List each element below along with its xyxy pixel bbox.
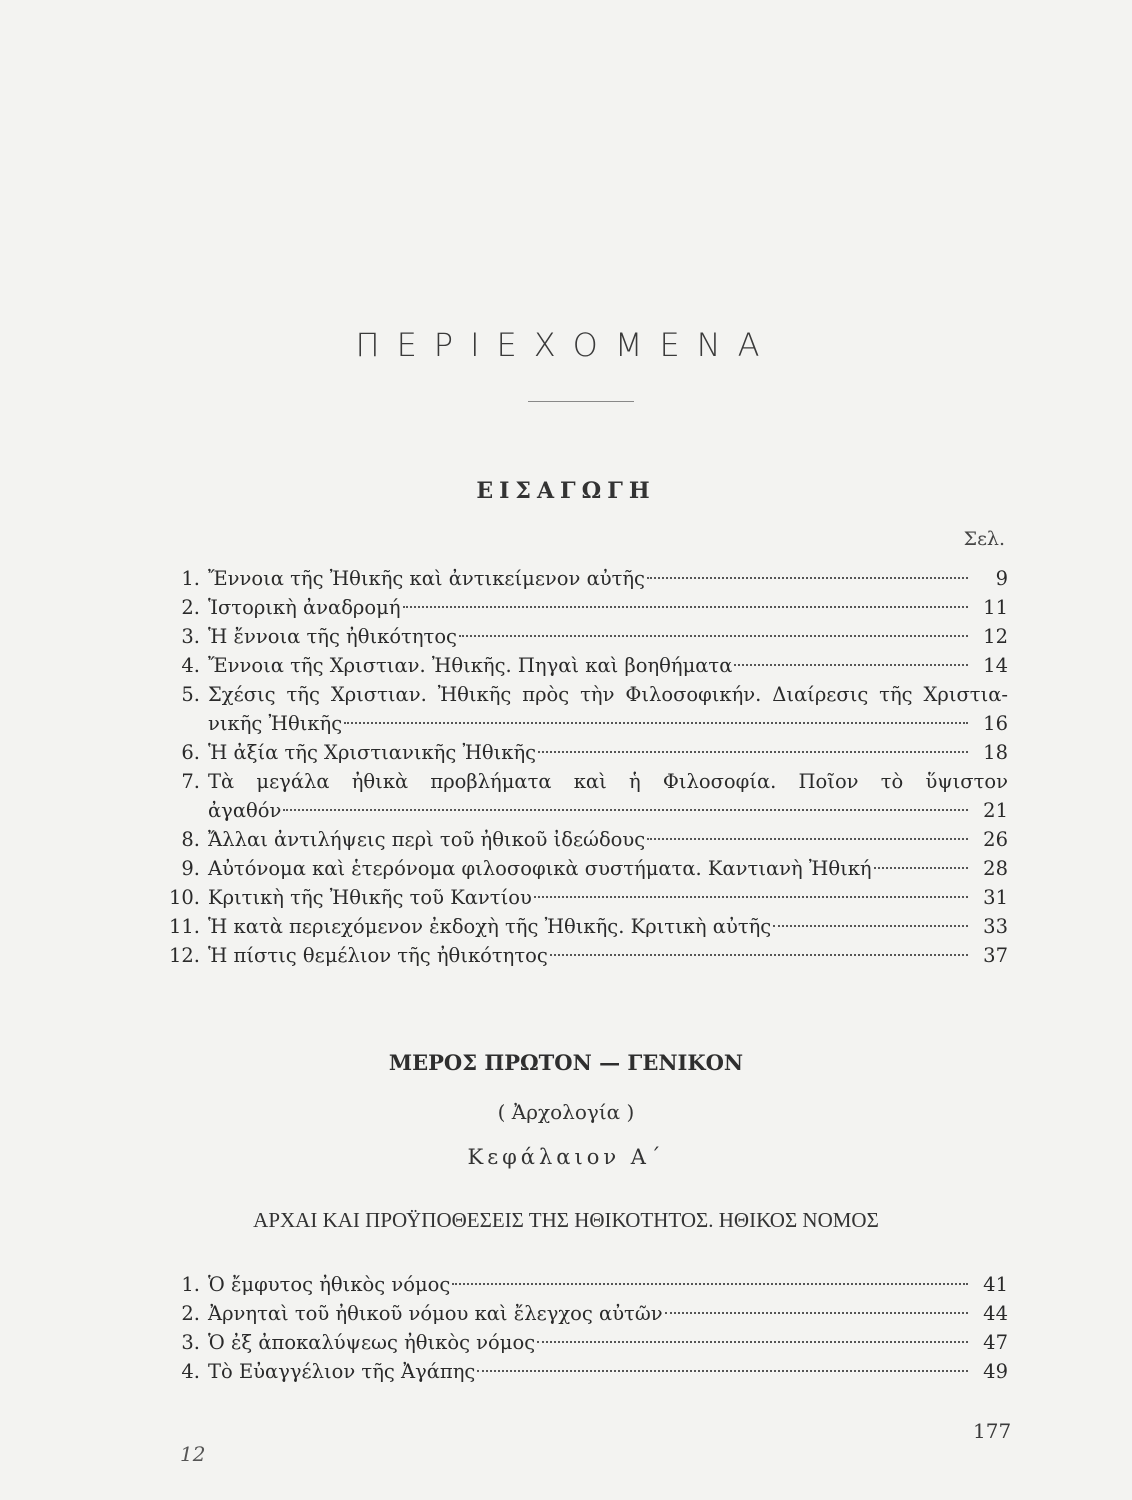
entry-page: 41	[983, 1273, 1008, 1296]
page-title: ΠΕΡΙΕΧΟΜΕΝΑ	[355, 326, 777, 364]
entry-title: Ὁ ἔμφυτος ἠθικὸς νόμος	[208, 1273, 451, 1296]
entry-title: Αὐτόνομα καὶ ἑτερόνομα φιλοσοφικὰ συστήματα. Καντιανὴ Ἠθική	[208, 857, 872, 880]
entry-page: 18	[983, 741, 1008, 764]
entry-number: 3.	[181, 1331, 200, 1354]
entry-number: 4.	[181, 1360, 200, 1383]
chapter-toc-list	[168, 1270, 1008, 1386]
title-rule	[528, 401, 634, 402]
entry-number: 1.	[181, 567, 200, 590]
leader-dots	[647, 820, 968, 840]
entry-page: 49	[983, 1360, 1008, 1383]
page-column-label: Σελ.	[963, 528, 1005, 550]
entry-title: Τὸ Εὐαγγέλιον τῆς Ἀγάπης	[208, 1360, 476, 1383]
toc-entry	[168, 941, 1008, 970]
entry-number: 2.	[181, 1302, 200, 1325]
leader-dots	[459, 617, 968, 637]
toc-entry	[168, 651, 1008, 680]
entry-page: 47	[983, 1331, 1008, 1354]
chapter-title: ΑΡΧΑΙ ΚΑΙ ΠΡΟΫΠΟΘΕΣΕΙΣ ΤΗΣ ΗΘΙΚΟΤΗΤΟΣ. ΗΘΙΚΟΣ ΝΟΜΟΣ	[253, 1208, 879, 1232]
entry-title: Κριτικὴ τῆς Ἠθικῆς τοῦ Καντίου	[208, 886, 532, 909]
entry-number: 11.	[168, 915, 200, 938]
leader-dots	[403, 588, 969, 608]
toc-entry-line	[168, 941, 1008, 970]
folio-number: 12	[180, 1442, 206, 1466]
entry-title-continued: ἀγαθόν	[208, 799, 282, 822]
entry-page: 11	[983, 596, 1008, 619]
leader-dots	[665, 1294, 968, 1314]
entry-title: Τὰ μεγάλα ἠθικὰ προβλήματα καὶ ἡ Φιλοσοφία. Ποῖον τὸ ὕψιστον	[208, 770, 1008, 793]
chapter-label: Κεφάλαιον Α΄	[467, 1145, 665, 1169]
entry-page: 12	[983, 625, 1008, 648]
toc-entry	[168, 680, 1008, 738]
entry-title: Ἱστορικὴ ἀναδρομή	[208, 596, 401, 619]
leader-dots	[550, 936, 968, 956]
entry-page: 9	[995, 567, 1008, 590]
entry-number: 1.	[181, 1273, 200, 1296]
leader-dots	[452, 1265, 968, 1285]
page-number: 177	[973, 1419, 1012, 1443]
entry-title: Ἀρνηταὶ τοῦ ἠθικοῦ νόμου καὶ ἔλεγχος αὐτῶν	[208, 1302, 663, 1325]
toc-entry	[168, 767, 1008, 825]
entry-number: 2.	[181, 596, 200, 619]
entry-page: 16	[983, 712, 1008, 735]
entry-page: 44	[983, 1302, 1008, 1325]
entry-title: Ἡ κατὰ περιεχόμενον ἐκδοχὴ τῆς Ἠθικῆς. Κριτικὴ αὐτῆς	[208, 915, 772, 938]
entry-number: 7.	[181, 770, 200, 793]
leader-dots	[283, 791, 968, 811]
entry-title: Ἔννοια τῆς Χριστιαν. Ἠθικῆς. Πηγαὶ καὶ βοηθήματα	[208, 654, 733, 677]
toc-entry-line	[168, 1357, 1008, 1386]
entry-title-continued: νικῆς Ἠθικῆς	[208, 712, 343, 735]
entry-page: 21	[983, 799, 1008, 822]
entry-title: Ἄλλαι ἀντιλήψεις περὶ τοῦ ἠθικοῦ ἰδεώδους	[208, 828, 646, 851]
toc-entry	[168, 1357, 1008, 1386]
entry-page: 31	[983, 886, 1008, 909]
entry-number: 9.	[181, 857, 200, 880]
entry-title: Ὁ ἐξ ἀποκαλύψεως ἠθικὸς νόμος	[208, 1331, 536, 1354]
entry-page: 26	[983, 828, 1008, 851]
entry-title: Ἡ ἀξία τῆς Χριστιανικῆς Ἠθικῆς	[208, 741, 537, 764]
entry-page: 28	[983, 857, 1008, 880]
leader-dots	[874, 849, 968, 869]
entry-title: Σχέσις τῆς Χριστιαν. Ἠθικῆς πρὸς τὴν Φιλοσοφικήν. Διαίρεσις τῆς Χριστια-	[208, 683, 1008, 706]
entry-number: 8.	[181, 828, 200, 851]
leader-dots	[534, 878, 968, 898]
leader-dots	[773, 907, 968, 927]
part-title: ΜΕΡΟΣ ΠΡΩΤΟΝ — ΓΕΝΙΚΟΝ	[388, 1050, 744, 1075]
entry-number: 12.	[168, 944, 200, 967]
intro-toc-list	[168, 564, 1008, 970]
entry-page: 14	[983, 654, 1008, 677]
toc-entry	[168, 738, 1008, 767]
toc-entry-line	[168, 738, 1008, 767]
part-subtitle: ( Ἀρχολογία )	[497, 1100, 635, 1124]
leader-dots	[734, 646, 968, 666]
leader-dots	[477, 1352, 968, 1372]
leader-dots	[647, 559, 968, 579]
entry-page: 33	[983, 915, 1008, 938]
entry-number: 6.	[181, 741, 200, 764]
leader-dots	[538, 733, 968, 753]
entry-title: Ἔννοια τῆς Ἠθικῆς καὶ ἀντικείμενον αὐτῆς	[208, 567, 645, 590]
entry-number: 10.	[168, 886, 200, 909]
toc-entry-line	[168, 651, 1008, 680]
leader-dots	[344, 704, 968, 724]
intro-heading: ΕΙΣΑΓΩΓΗ	[476, 478, 656, 504]
entry-number: 3.	[181, 625, 200, 648]
entry-page: 37	[983, 944, 1008, 967]
entry-number: 4.	[181, 654, 200, 677]
entry-title: Ἡ πίστις θεμέλιον τῆς ἠθικότητος	[208, 944, 548, 967]
leader-dots	[537, 1323, 968, 1343]
entry-title: Ἡ ἔννοια τῆς ἠθικότητος	[208, 625, 457, 648]
entry-number: 5.	[181, 683, 200, 706]
